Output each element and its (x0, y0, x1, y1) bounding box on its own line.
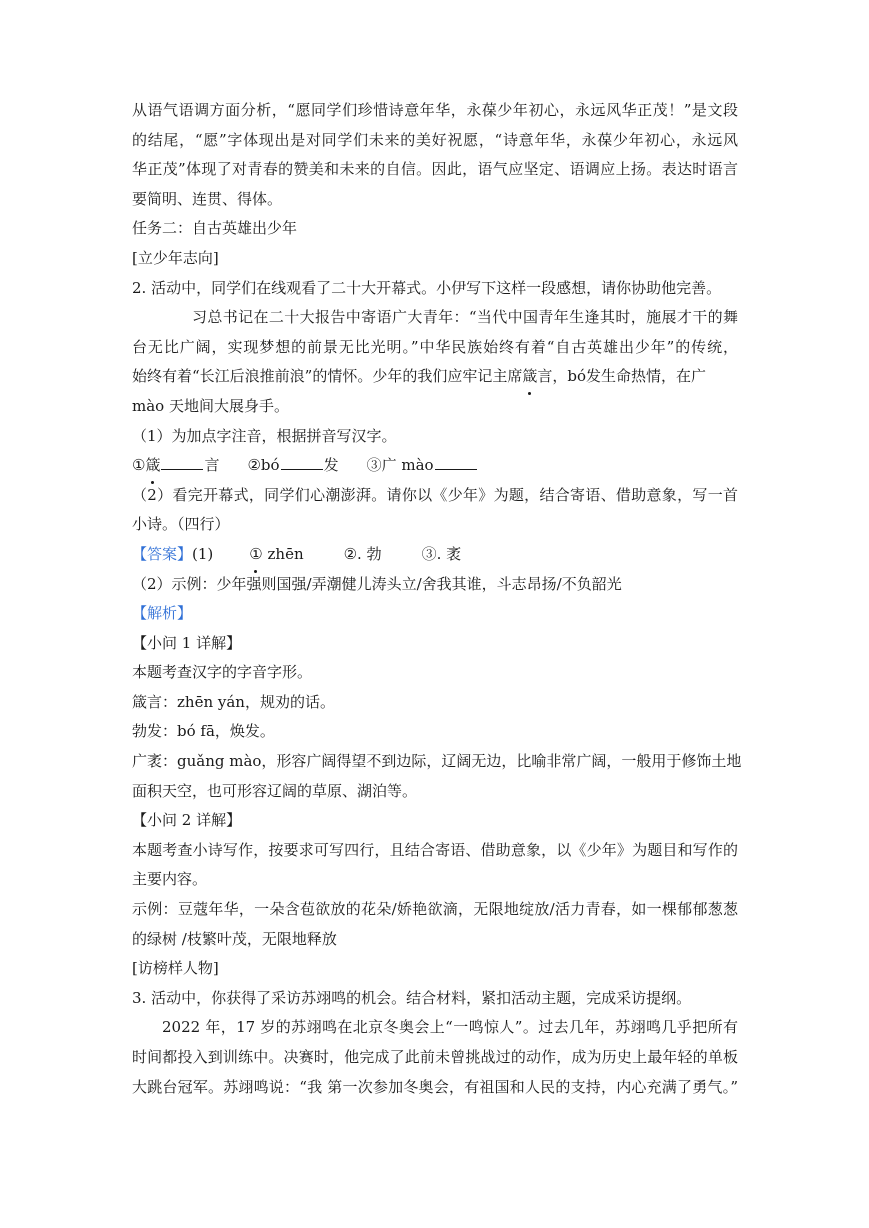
passage-line-3 (132, 362, 738, 392)
task-two-heading: 任务二：自古英雄出少年 (132, 219, 298, 238)
detail-1-b: 箴言：zhēn yán，规劝的话。 (132, 692, 335, 711)
subquestion-1-blanks (132, 451, 738, 481)
passage-line-3-b: 言，bó发生命热情，在广 (537, 367, 706, 386)
answer-2: （2）示例：少年强则国强/弄潮健儿涛头立/舍我其谁，斗志昂扬/不负韶光 (132, 574, 622, 593)
analysis-line-1: 从语气语调方面分析，“愿同学们珍惜诗意年华，永葆少年初心，永远风华正茂！”是文段 (132, 101, 738, 119)
blank-1-suffix: 言 (204, 456, 220, 475)
answer-1a-number: ① (249, 540, 262, 570)
passage-line-1: 习总书记在二十大报告中寄语广大青年：“当代中国青年生逢其时，施展才干的舞 (192, 308, 738, 327)
detail-1-a: 本题考查汉字的字音字形。 (132, 663, 313, 682)
subquestion-2-line-2: 小诗。（四行） (132, 515, 230, 534)
subquestion-2-detail-heading: 【小问 2 详解】 (132, 811, 242, 830)
passage-line-4: mào 天地间大展身手。 (132, 396, 289, 415)
section-heading-ambition: [立少年志向] (132, 248, 219, 267)
answer-line (132, 540, 738, 570)
subquestion-2-line-1: （2）看完开幕式，同学们心潮澎湃。请你以《少年》为题，结合寄语、借助意象，写一首 (132, 485, 738, 504)
section-heading-role-model: [访榜样人物] (132, 959, 219, 978)
blank-1-number: ① (132, 456, 146, 475)
subquestion-1: （1）为加点字注音，根据拼音写汉字。 (132, 426, 397, 445)
detail-1-d: 广袤：guǎng mào，形容广阔得望不到边际，辽阔无边，比喻非常广阔，一般用于修饰土地 (132, 752, 742, 771)
answer-1a: zhēn (267, 544, 304, 563)
dotted-character: 箴 (522, 362, 537, 392)
subquestion-1-detail-heading: 【小问 1 详解】 (132, 633, 242, 652)
blank-2-prefix: ②bó (247, 456, 280, 475)
document-body (132, 96, 742, 1102)
question-3-stem: 3. 活动中，你获得了采访苏翊鸣的机会。结合材料，紧扣活动主题，完成采访提纲。 (132, 988, 692, 1007)
detail-2-d: 的绿树 /枝繁叶茂，无限地释放 (132, 929, 337, 948)
analysis-line-3: 华正茂”体现了对青春的赞美和未来的自信。因此，语气应坚定、语调应上扬。表达时语言 (132, 160, 738, 179)
detail-2-a: 本题考查小诗写作，按要求可写四行，且结合寄语、借助意象，以《少年》为题目和写作的 (132, 840, 738, 859)
analysis-label: 【解析】 (132, 604, 193, 623)
blank-2 (281, 455, 323, 470)
detail-2-c: 示例：豆蔻年华，一朵含苞欲放的花朵/娇艳欲滴，无限地绽放/活力青春，如一棵郁郁葱葱 (132, 900, 738, 919)
blank-2-suffix: 发 (323, 456, 339, 475)
answer-label: 【答案】 (132, 544, 193, 563)
passage-3-line-2: 时间都投入到训练中。决赛时，他完成了此前未曾挑战过的动作，成为历史上最年轻的单板 (132, 1048, 738, 1066)
detail-1-e: 面积天空，也可形容辽阔的草原、湖泊等。 (132, 781, 418, 800)
answer-1-label: (1) (192, 544, 214, 563)
passage-line-2: 台无比广阔，实现梦想的前景无比光明。”中华民族始终有着“自古英雄出少年”的传统， (132, 337, 738, 356)
answer-1c: ③. 袤 (421, 544, 462, 563)
detail-2-b: 主要内容。 (132, 870, 208, 889)
question-2-stem: 2. 活动中，同学们在线观看了二十大开幕式。小伊写下这样一段感想，请你协助他完善。 (132, 278, 722, 297)
blank-3-prefix: ③广 mào (366, 456, 434, 475)
blank-1 (161, 455, 203, 470)
passage-line-3-a: 始终有着“长江后浪推前浪”的情怀。少年的我们应牢记主席 (132, 367, 523, 386)
passage-3-line-1: 2022 年，17 岁的苏翊鸣在北京冬奥会上“一鸣惊人”。过去几年，苏翊鸣几乎把所有 (162, 1018, 738, 1037)
answer-1b: ②. 勃 (343, 544, 382, 563)
blank-1-dotted-char: 箴 (145, 451, 160, 481)
passage-3-line-3: 大跳台冠军。苏翊鸣说：“我 第一次参加冬奥会，有祖国和人民的支持，内心充满了勇气。” (132, 1077, 738, 1096)
detail-1-c: 勃发：bó fā，焕发。 (132, 722, 275, 741)
analysis-line-2: 的结尾，“愿”字体现出是对同学们未来的美好祝愿，“诗意年华，永葆少年初心，永远风 (132, 130, 738, 149)
blank-3 (435, 455, 477, 470)
analysis-line-4: 要简明、连贯、得体。 (132, 189, 283, 208)
